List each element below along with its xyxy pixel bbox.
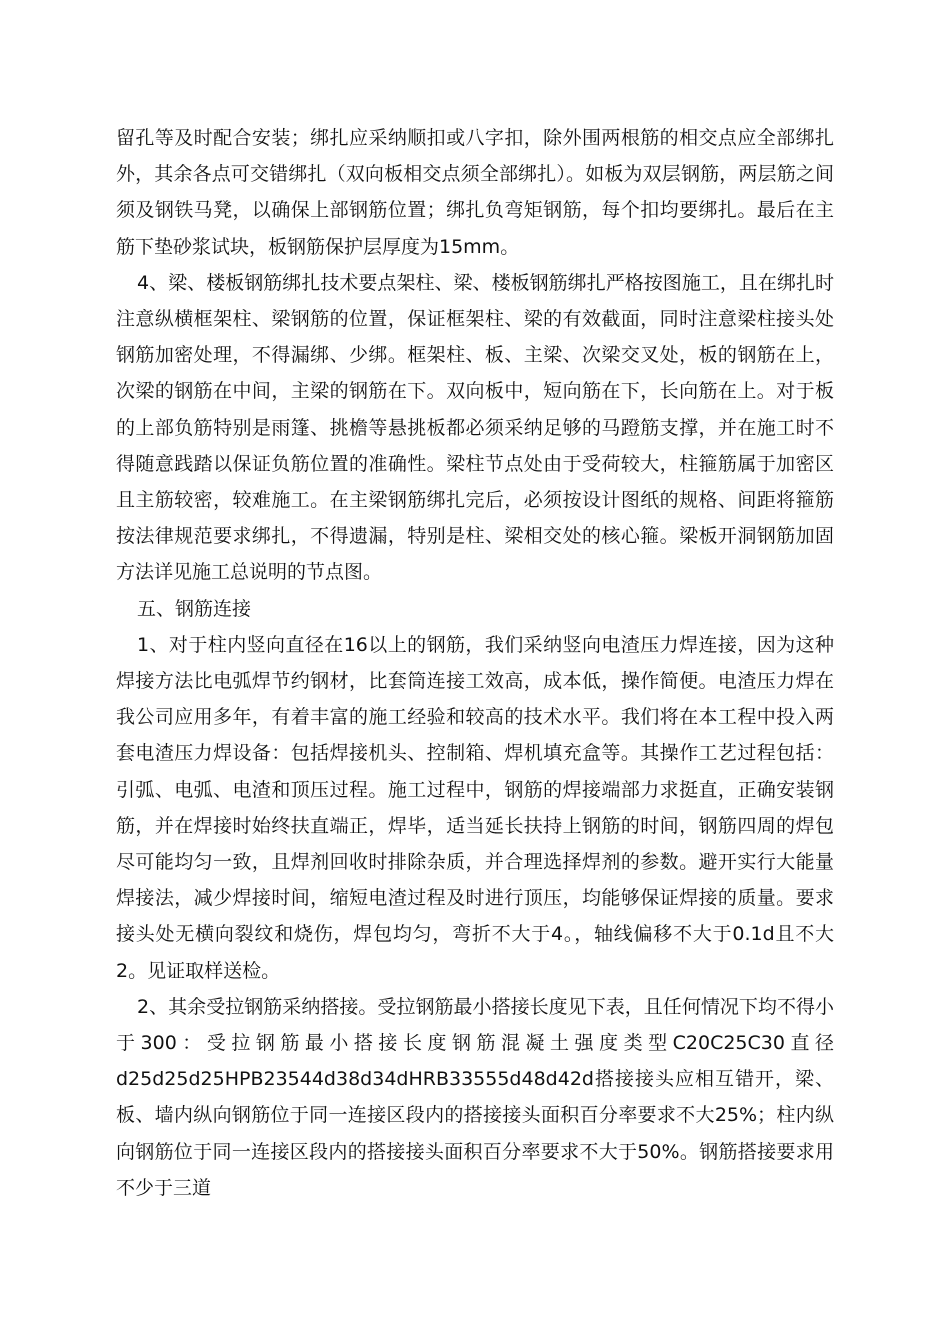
paragraph-lap-splice: 2、其余受拉钢筋采纳搭接。受拉钢筋最小搭接长度见下表，且任何情况下均不得小于300：受拉钢筋最小搭接长度钢筋混凝土强度类型C20C25C30直径d25d25d25HPB23544d38d34dHRB33555d48d42d搭接接头应相互错开，梁、板、墙内纵向钢筋位于同一连接区段内的搭接接头面积百分率要求不大25%；柱内纵向钢筋位于同一连接区段内的搭接接头面积百分率要求不大于50%。钢筋搭接要求用不少于三道 xyxy=(116,995,834,1199)
paragraph-beam-slab-rebar: 4、梁、楼板钢筋绑扎技术要点架柱、梁、楼板钢筋绑扎严格按图施工，且在绑扎时注意纵横框架柱、梁钢筋的位置，保证框架柱、梁的有效截面，同时注意梁柱接头处钢筋加密处理，不得漏绑、少绑。框架柱、板、主梁、次梁交叉处，板的钢筋在上，次梁的钢筋在中间，主梁的钢筋在下。双向板中，短向筋在下，长向筋在上。对于板的上部负筋特别是雨篷、挑檐等悬挑板都必须采纳足够的马蹬筋支撑，并在施工时不得随意践踏以保证负筋位置的准确性。梁柱节点处由于受荷较大，柱箍筋属于加密区且主筋较密，较难施工。在主梁钢筋绑扎完后，必须按设计图纸的规格、间距将箍筋按法律规范要求绑扎，不得遗漏，特别是柱、梁相交处的核心箍。梁板开洞钢筋加固方法详见施工总说明的节点图。 xyxy=(116,271,834,584)
paragraph-electroslag-welding: 1、对于柱内竖向直径在16以上的钢筋，我们采纳竖向电渣压力焊连接，因为这种焊接方法比电弧焊节约钢材，比套筒连接工效高，成本低，操作简便。电渣压力焊在我公司应用多年，有着丰富的施工经验和较高的技术水平。我们将在本工程中投入两套电渣压力焊设备：包括焊接机头、控制箱、焊机填充盒等。其操作工艺过程包括：引弧、电弧、电渣和顶压过程。施工过程中，钢筋的焊接端部力求挺直，正确安装钢筋，并在焊接时始终扶直端正，焊毕，适当延长扶持上钢筋的时间，钢筋四周的焊包尽可能均匀一致，且焊剂回收时排除杂质，并合理选择焊剂的参数。避开实行大能量焊接法，减少焊接时间，缩短电渣过程及时进行顶压，均能够保证焊接的质量。要求接头处无横向裂纹和烧伤，焊包均匀，弯折不大于4。，轴线偏移不大于0.1d且不大2。见证取样送检。 xyxy=(116,633,834,982)
section-heading-rebar-connection: 五、钢筋连接 xyxy=(137,597,252,620)
document-body xyxy=(116,120,834,1206)
paragraph-binding-continuation: 留孔等及时配合安装；绑扎应采纳顺扣或八字扣，除外围两根筋的相交点应全部绑扎外，其余各点可交错绑扎（双向板相交点须全部绑扎）。如板为双层钢筋，两层筋之间须及钢铁马凳，以确保上部钢筋位置；绑扎负弯矩钢筋，每个扣均要绑扎。最后在主筋下垫砂浆试块，板钢筋保护层厚度为15mm。 xyxy=(116,127,834,258)
